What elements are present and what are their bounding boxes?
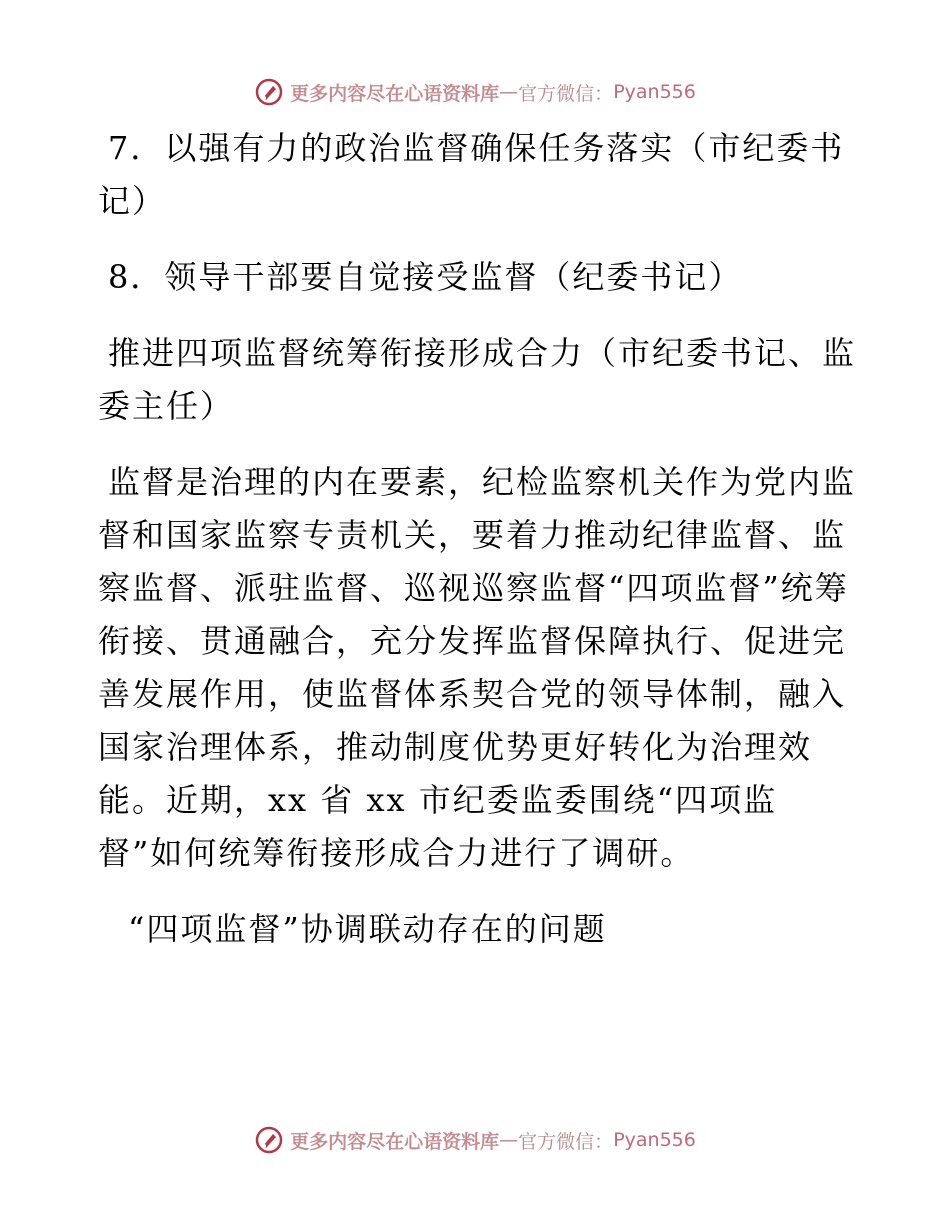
subsection-heading: “四项监督”协调联动存在的问题 — [128, 910, 607, 948]
watermark-separator: — — [499, 81, 519, 103]
section-heading: 推进四项监督统筹衔接形成合力（市纪委书记、监委主任） — [98, 334, 857, 425]
watermark-id: Pyan556 — [613, 81, 696, 103]
body-paragraph: 监督是治理的内在要素，纪检监察机关作为党内监督和国家监察专责机关，要着力推动纪律监督、监察监督、派驻监督、巡视巡察监督“四项监督”统筹衔接、贯通融合，充分发挥监督保障执行、促进完善发展作用，使监督体系契合党的领导体制，融入国家治理体系，推动制度优势更好转化为治理效能。近期，xx 省 xx 市纪委监委围绕“四项监督”如何统筹衔接形成合力进行了调研。 — [98, 463, 857, 872]
watermark-channel: 官方微信： — [518, 82, 614, 105]
watermark-channel: 官方微信： — [518, 1130, 614, 1153]
header-watermark — [0, 72, 950, 112]
paragraph-item-7: 7．以强有力的政治监督确保任务落实（市纪委书记） — [98, 129, 845, 220]
document-body — [98, 122, 858, 979]
watermark-separator: — — [499, 1129, 519, 1151]
watermark-id: Pyan556 — [613, 1129, 696, 1151]
pen-logo-icon — [254, 77, 284, 107]
paragraph-item-8: 8．领导干部要自觉接受监督（纪委书记） — [108, 258, 743, 296]
pen-logo-icon — [254, 1125, 284, 1155]
footer-watermark — [0, 1120, 950, 1160]
watermark-main-text: 更多内容尽在心语资料库 — [290, 82, 500, 105]
watermark-main-text: 更多内容尽在心语资料库 — [290, 1130, 500, 1153]
